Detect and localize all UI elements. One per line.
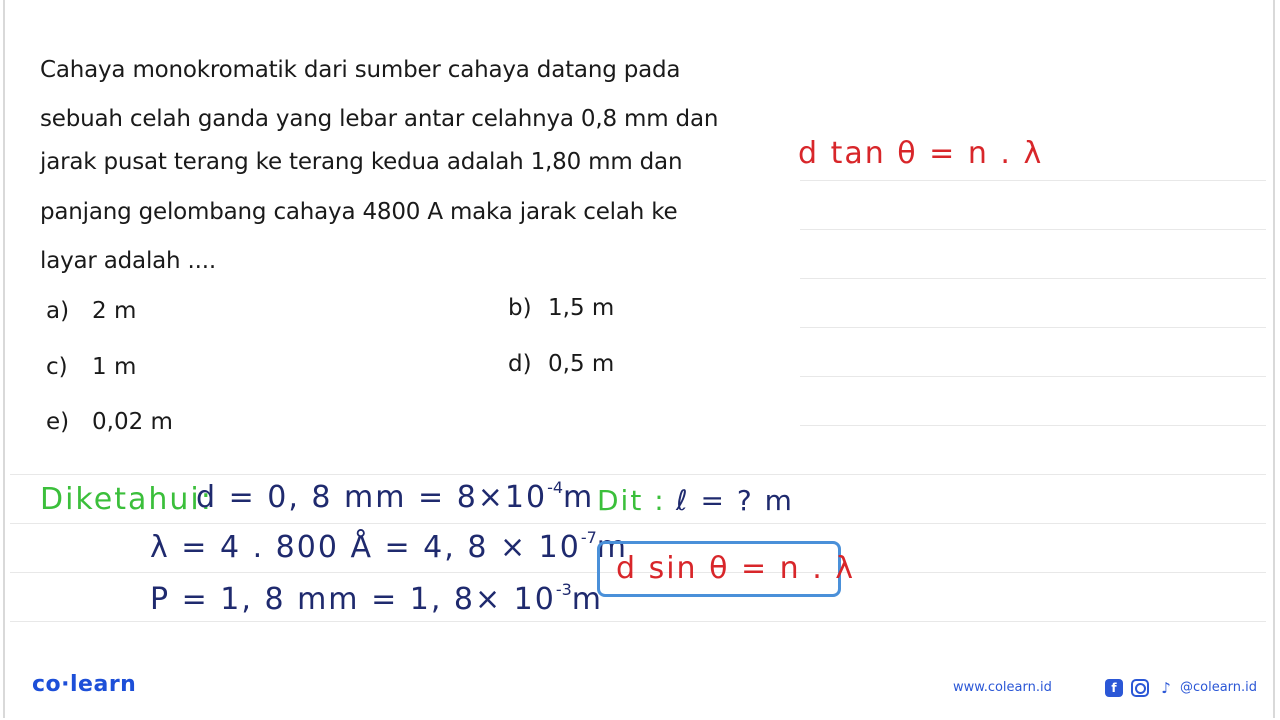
given-p [150,582,603,617]
ditanya-value: ℓ = ? m [676,484,794,517]
question-line: layar adalah .... [40,248,216,274]
question-line: Cahaya monokromatik dari sumber cahaya datang pada [40,57,681,83]
option-value: 2 m [92,298,137,324]
question-line: panjang gelombang cahaya 4800 A maka jarak celah ke [40,199,678,225]
option-b [508,293,614,323]
option-d [508,349,614,379]
given-lambda [150,530,628,565]
option-value: 0,5 m [548,351,615,377]
ruled-line [10,621,1266,622]
question-line: jarak pusat terang ke terang kedua adalah 1,80 mm dan [40,149,683,175]
option-value: 0,02 m [92,409,173,435]
given-p-exp: -3 [555,580,572,599]
question-line: sebuah celah ganda yang lebar antar celahnya 0,8 mm dan [40,106,719,132]
colearn-logo: co·learn [32,672,137,697]
given-d-exp: -4 [547,478,564,497]
website-link[interactable]: www.colearn.id [953,680,1052,695]
ruled-line [800,376,1266,377]
given-p-unit: m [571,582,604,617]
given-lambda-exp: -7 [580,528,597,547]
formula-sin: d sin θ = n . λ [616,551,856,586]
option-value: 1,5 m [548,295,615,321]
option-label: a) [46,298,70,324]
instagram-icon[interactable] [1131,679,1149,697]
formula-tan: d tan θ = n . λ [798,136,1044,171]
ruled-line [800,229,1266,230]
given-p-lhs: P = 1, 8 mm = 1, 8× 10 [150,582,556,617]
option-e [46,407,173,437]
ruled-line [800,425,1266,426]
given-lambda-unit: m [596,530,629,565]
ruled-line [800,180,1266,181]
option-a [46,296,136,326]
ruled-line [10,474,1266,475]
option-label: c) [46,354,68,380]
ruled-line [800,278,1266,279]
ditanya-label: Dit : [597,484,666,517]
given-d-lhs: d = 0, 8 mm = 8×10 [196,480,548,515]
given-d-unit: m [563,480,595,515]
option-label: e) [46,409,70,435]
social-handle[interactable]: @colearn.id [1180,680,1258,695]
option-label: d) [508,351,532,377]
given-d [196,480,594,515]
given-lambda-lhs: λ = 4 . 800 Å = 4, 8 × 10 [150,530,581,565]
ruled-line [800,327,1266,328]
option-label: b) [508,295,532,321]
option-c [46,352,136,382]
diketahui-label: Diketahui: [40,482,213,517]
facebook-icon[interactable]: f [1105,679,1123,697]
ruled-line [10,523,1266,524]
tiktok-icon[interactable]: ♪ [1161,679,1171,697]
option-value: 1 m [92,354,137,380]
